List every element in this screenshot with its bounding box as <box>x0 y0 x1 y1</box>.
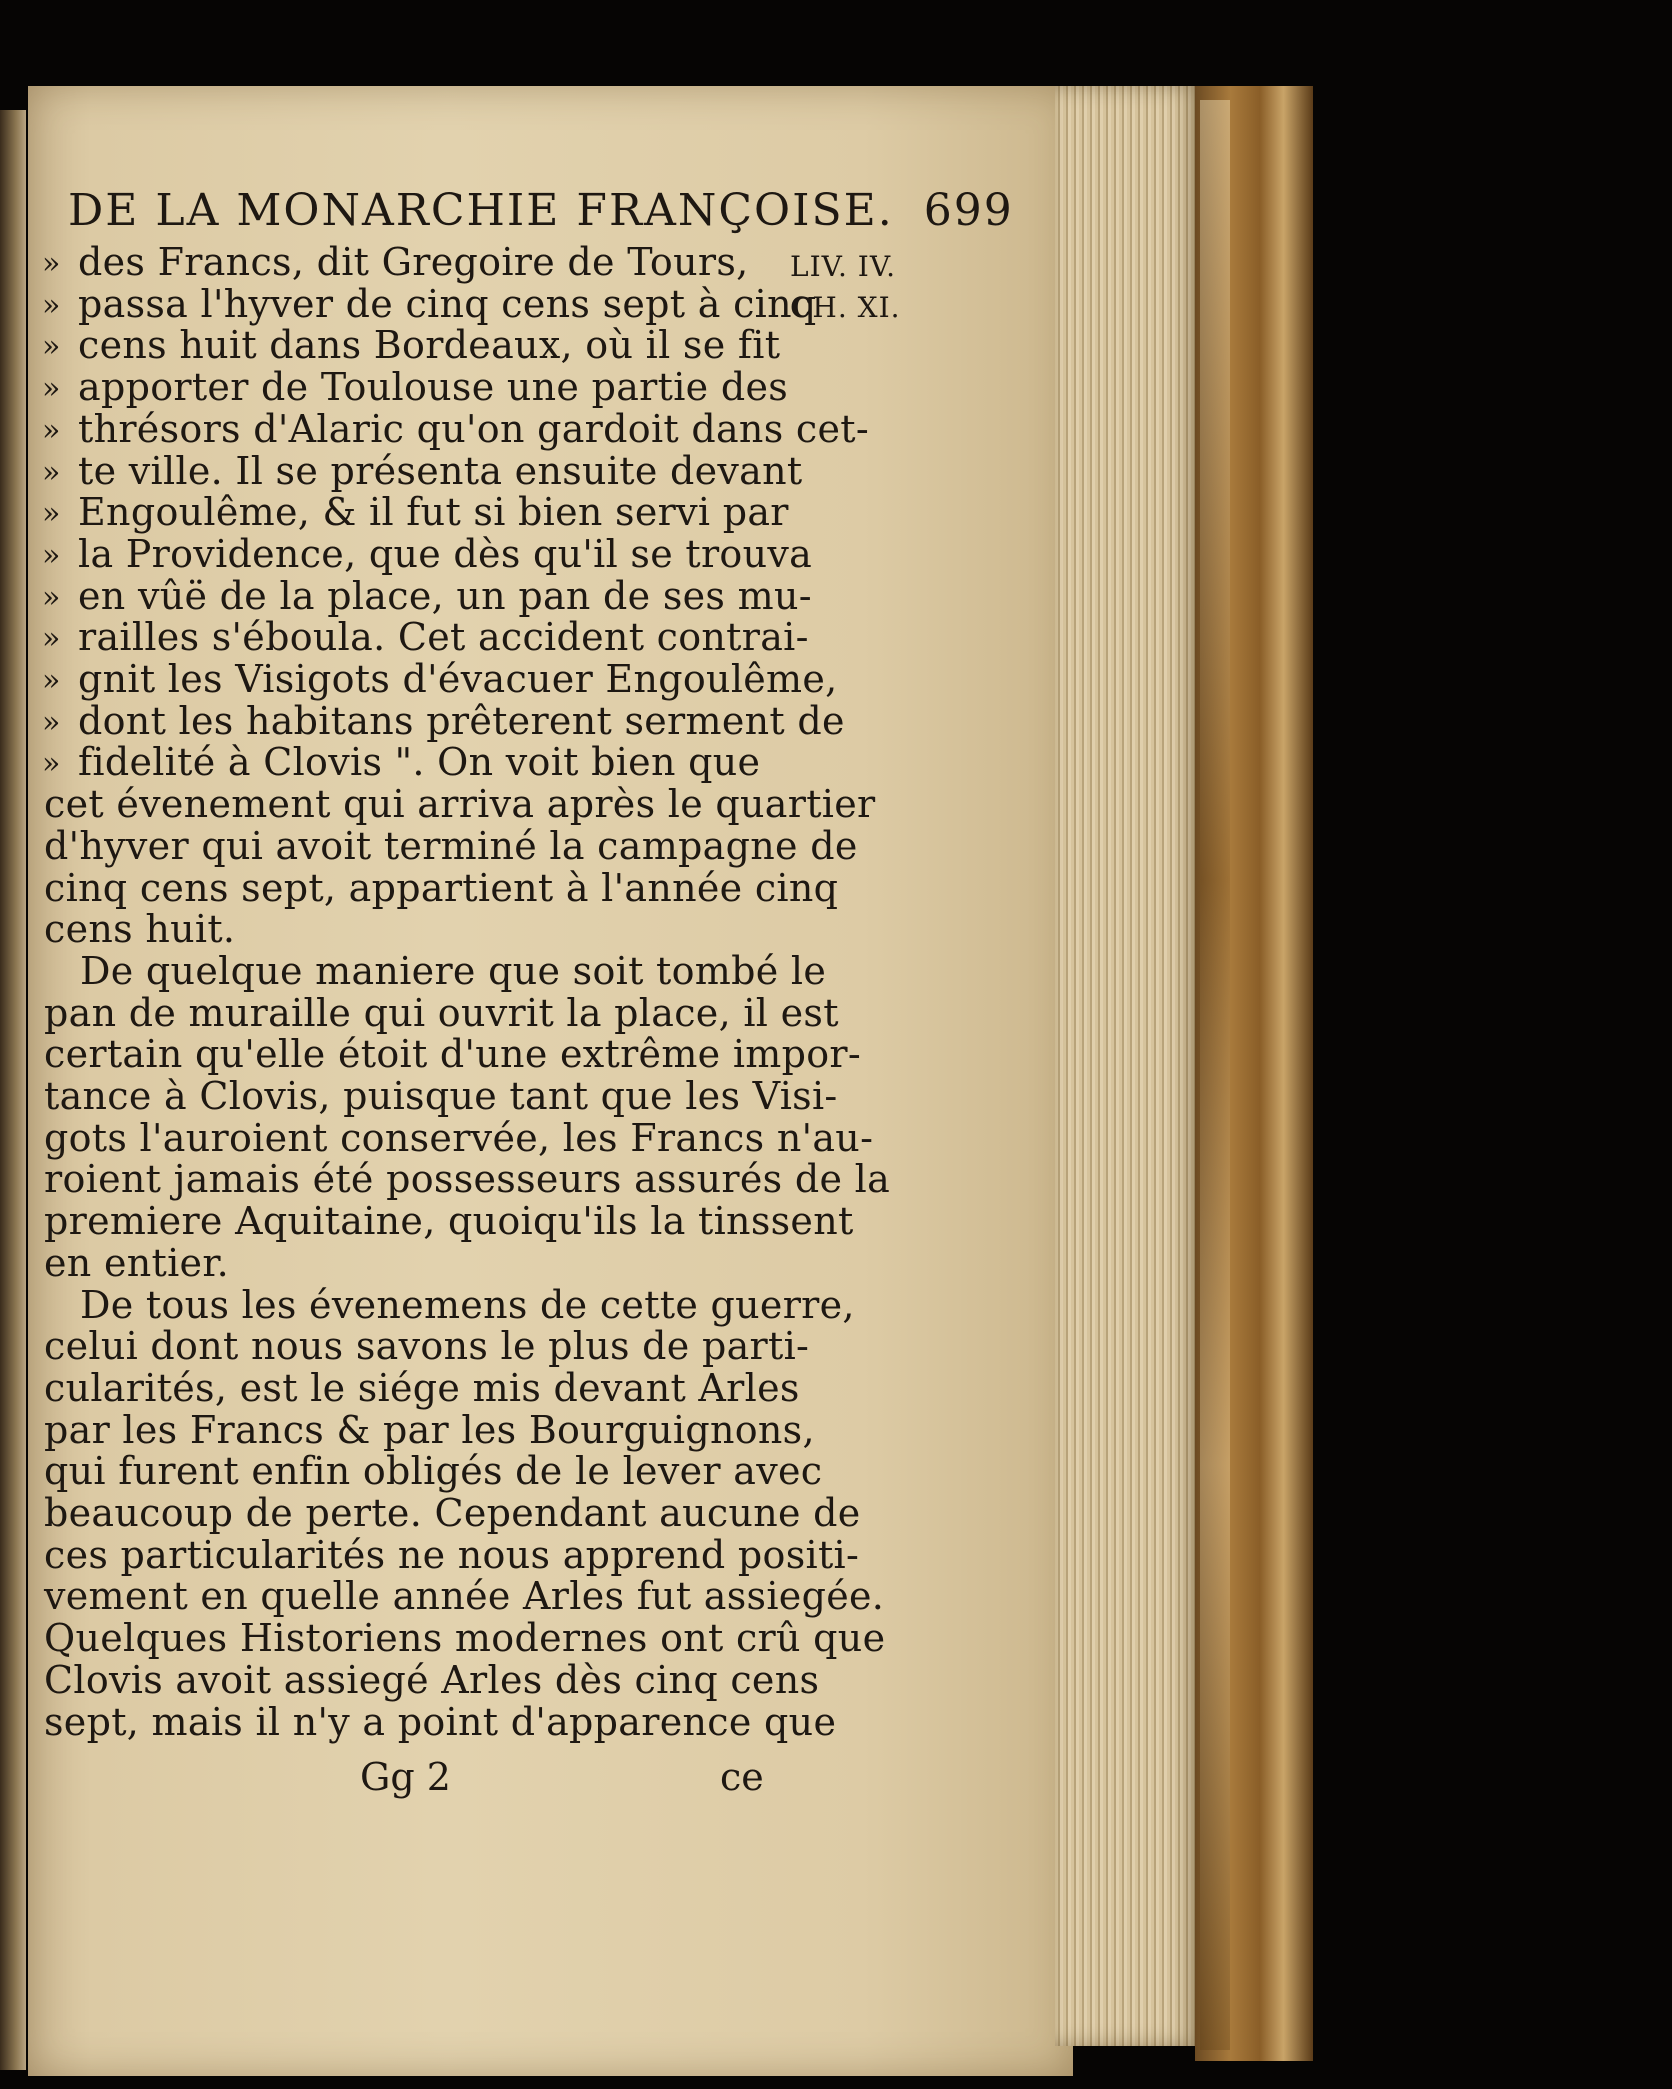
text-line: beaucoup de perte. Cependant aucune de <box>44 1491 861 1535</box>
text-line: Quelques Historiens modernes ont crû que <box>44 1616 886 1661</box>
signature-mark: Gg 2 <box>360 1755 451 1799</box>
text-line: cet évenement qui arriva après le quartier <box>44 782 876 827</box>
quote-mark: » <box>42 496 61 532</box>
quote-mark: » <box>42 371 61 407</box>
quote-mark: » <box>42 454 61 490</box>
text-line: De tous les évenemens de cette guerre, <box>80 1282 855 1327</box>
quoted-line: passa l'hyver de cinq cens sept à cinq <box>78 281 817 326</box>
quoted-line: dont les habitans prêterent serment de <box>78 698 845 743</box>
quoted-line: thrésors d'Alaric qu'on gardoit dans cet- <box>78 406 869 451</box>
text-line: qui furent enfin obligés de le lever avec <box>44 1449 823 1494</box>
running-header-title: DE LA MONARCHIE FRANÇOISE. <box>68 185 894 236</box>
text-line: tance à Clovis, puisque tant que les Visi- <box>44 1074 838 1118</box>
quote-mark: » <box>42 579 61 615</box>
text-line: premiere Aquitaine, quoiqu'ils la tinssent <box>44 1199 854 1244</box>
quote-mark: » <box>42 663 61 698</box>
quote-mark: » <box>42 287 61 323</box>
text-line: d'hyver qui avoit terminé la campagne de <box>44 823 858 868</box>
quote-mark: » <box>42 704 61 740</box>
quoted-line: la Providence, que dès qu'il se trouva <box>78 531 813 576</box>
text-line: cinq cens sept, appartient à l'année cinq <box>44 865 839 910</box>
quote-mark: » <box>42 537 61 573</box>
quoted-line: railles s'éboula. Cet accident contrai- <box>78 615 809 660</box>
quoted-line: apporter de Toulouse une partie des <box>78 365 789 410</box>
margin-note-chapter: CH. XI. <box>790 291 901 324</box>
quote-mark: » <box>42 746 61 782</box>
quote-mark: » <box>42 412 61 448</box>
text-line: sept, mais il n'y a point d'apparence que <box>44 1699 837 1744</box>
page-fore-edge <box>1055 86 1200 2046</box>
text-line: De quelque maniere que soit tombé le <box>80 948 827 993</box>
text-line: ces particularités ne nous apprend positi- <box>44 1532 860 1577</box>
quoted-line: gnit les Visigots d'évacuer Engoulême, <box>78 657 838 701</box>
quoted-line: des Francs, dit Gregoire de Tours, <box>78 240 749 284</box>
catchword: ce <box>720 1755 764 1799</box>
quoted-line: en vûë de la place, un pan de ses mu- <box>78 573 812 618</box>
text-line: celui dont nous savons le plus de parti- <box>44 1324 810 1369</box>
quoted-line: fidelité à Clovis ". On voit bien que <box>78 740 761 785</box>
binding-highlight <box>1200 100 1230 2050</box>
running-header <box>68 185 1014 236</box>
margin-note-book: LIV. IV. <box>790 250 897 283</box>
text-line: cens huit. <box>44 907 236 952</box>
text-line: certain qu'elle étoit d'une extrême impor- <box>44 1032 862 1077</box>
text-line: gots l'auroient conservée, les Francs n'au- <box>44 1115 874 1160</box>
text-line: cularités, est le siége mis devant Arles <box>44 1365 800 1410</box>
text-line: pan de muraille qui ouvrit la place, il est <box>44 990 839 1035</box>
quoted-line: Engoulême, & il fut si bien servi par <box>78 490 789 535</box>
text-line: Clovis avoit assiegé Arles dès cinq cens <box>44 1657 820 1702</box>
text-line: roient jamais été possesseurs assurés de la <box>44 1157 891 1202</box>
text-line: vement en quelle année Arles fut assiegée. <box>44 1574 885 1619</box>
text-line: en entier. <box>44 1240 229 1285</box>
quote-mark: » <box>42 329 61 365</box>
adjacent-page-edge <box>0 110 26 2070</box>
text-line: par les Francs & par les Bourguignons, <box>44 1407 815 1452</box>
quoted-line: cens huit dans Bordeaux, où il se fit <box>78 323 781 368</box>
quote-mark: » <box>42 246 61 281</box>
page-number: 699 <box>923 185 1014 236</box>
quoted-line: te ville. Il se présenta ensuite devant <box>78 448 803 493</box>
quote-mark: » <box>42 621 61 657</box>
